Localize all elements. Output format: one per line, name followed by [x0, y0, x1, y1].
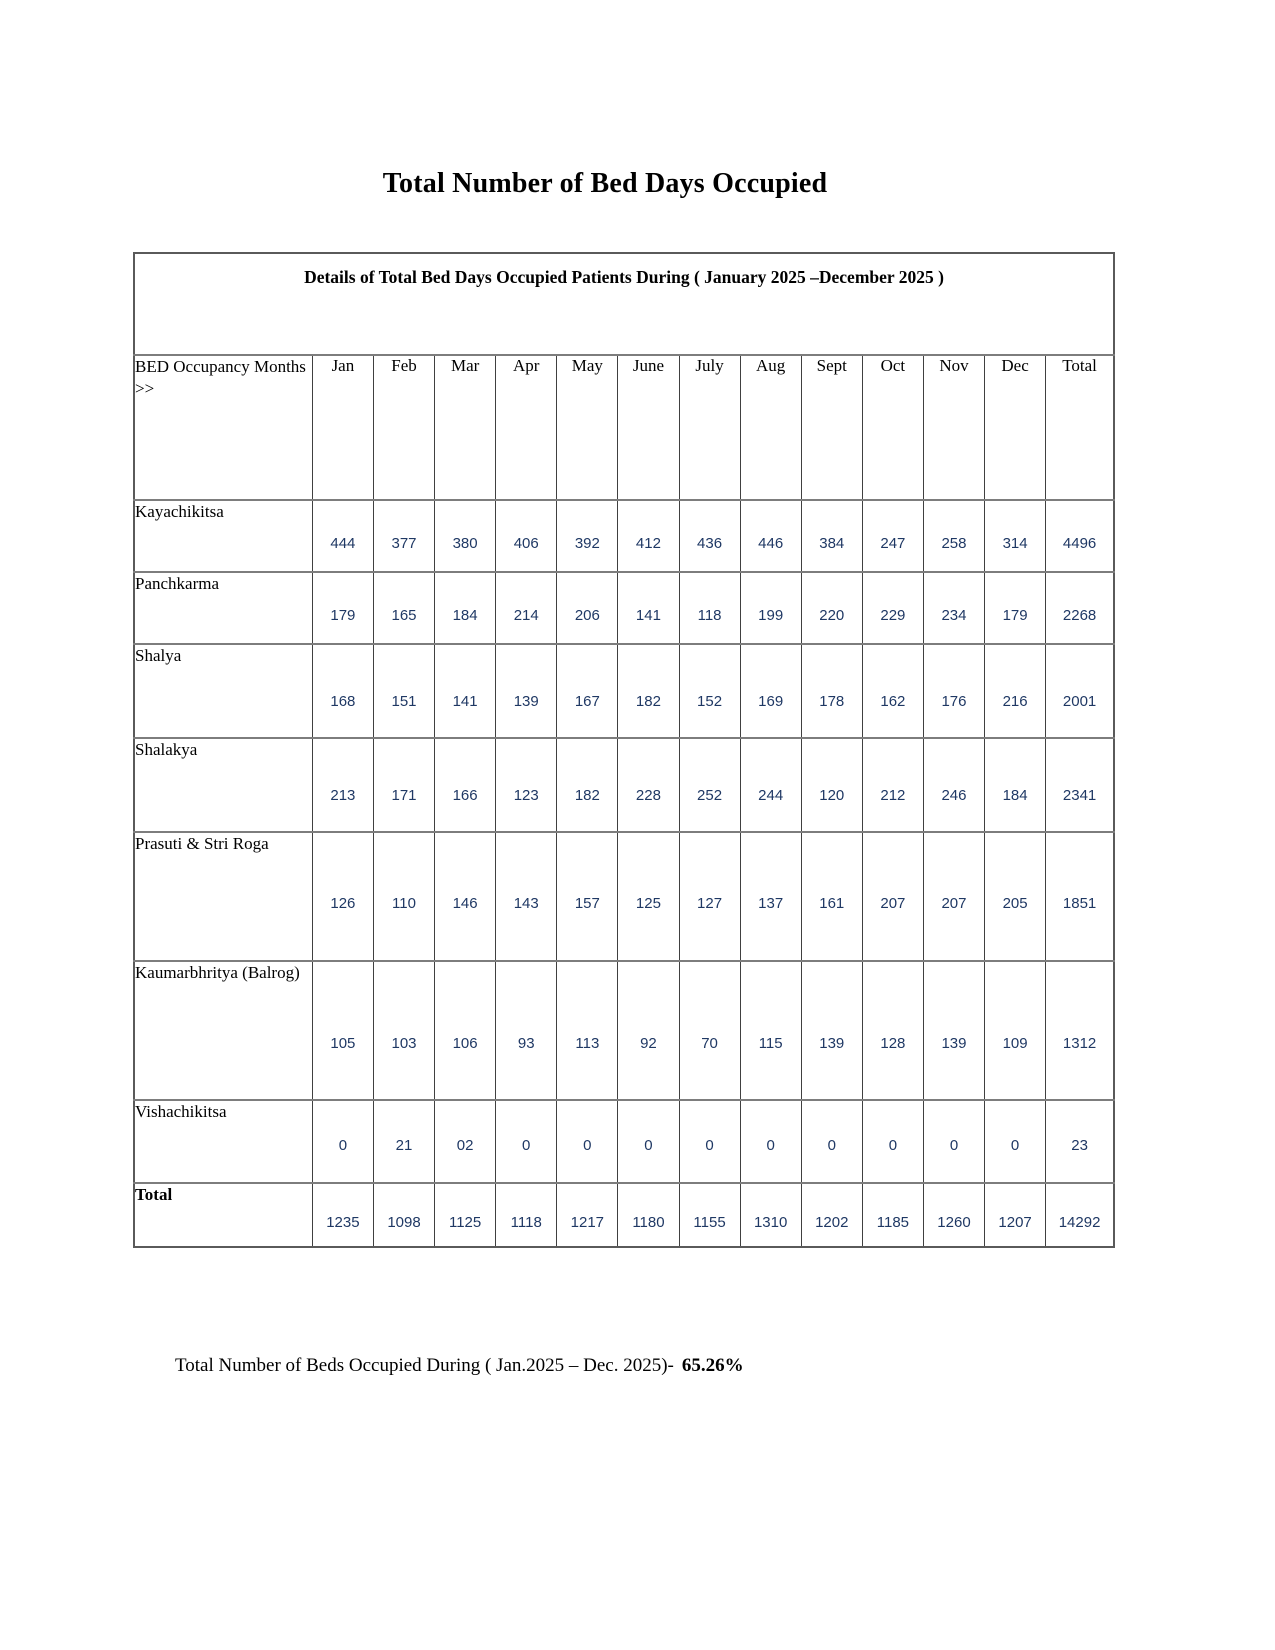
cell-prasuti-sept: 161 — [801, 832, 862, 961]
header-row-label: BED Occupancy Months >> — [134, 355, 312, 500]
table-row — [134, 738, 1114, 832]
cell-kayachikitsa-nov: 258 — [923, 500, 984, 572]
cell-kayachikitsa-sept: 384 — [801, 500, 862, 572]
cell-kayachikitsa-feb: 377 — [373, 500, 434, 572]
cell-panchkarma-feb: 165 — [373, 572, 434, 644]
cell-shalakya-mar: 166 — [435, 738, 496, 832]
cell-vishachikitsa-june: 0 — [618, 1100, 679, 1183]
table-row — [134, 572, 1114, 644]
cell-kaumarbhritya-oct: 128 — [862, 961, 923, 1100]
table-row — [134, 644, 1114, 738]
cell-shalya-oct: 162 — [862, 644, 923, 738]
cell-shalya-june: 182 — [618, 644, 679, 738]
cell-vishachikitsa-oct: 0 — [862, 1100, 923, 1183]
cell-vishachikitsa-dec: 0 — [985, 1100, 1046, 1183]
bed-days-table-container — [133, 252, 1115, 1248]
cell-shalya-apr: 139 — [496, 644, 557, 738]
cell-panchkarma-oct: 229 — [862, 572, 923, 644]
column-header-oct: Oct — [862, 355, 923, 500]
cell-vishachikitsa-nov: 0 — [923, 1100, 984, 1183]
cell-vishachikitsa-aug: 0 — [740, 1100, 801, 1183]
cell-shalakya-jan: 213 — [312, 738, 373, 832]
cell-total-apr: 1118 — [496, 1183, 557, 1247]
cell-vishachikitsa-mar: 02 — [435, 1100, 496, 1183]
cell-kayachikitsa-dec: 314 — [985, 500, 1046, 572]
cell-kayachikitsa-may: 392 — [557, 500, 618, 572]
column-header-nov: Nov — [923, 355, 984, 500]
cell-prasuti-june: 125 — [618, 832, 679, 961]
cell-shalya-july: 152 — [679, 644, 740, 738]
cell-shalakya-feb: 171 — [373, 738, 434, 832]
cell-kayachikitsa-july: 436 — [679, 500, 740, 572]
cell-panchkarma-nov: 234 — [923, 572, 984, 644]
table-row — [134, 961, 1114, 1100]
cell-shalakya-aug: 244 — [740, 738, 801, 832]
cell-kaumarbhritya-total: 1312 — [1046, 961, 1114, 1100]
cell-prasuti-aug: 137 — [740, 832, 801, 961]
cell-kaumarbhritya-mar: 106 — [435, 961, 496, 1100]
row-label-prasuti-stri-roga: Prasuti & Stri Roga — [134, 832, 312, 961]
cell-kayachikitsa-apr: 406 — [496, 500, 557, 572]
table-caption-cell — [134, 253, 1114, 355]
cell-panchkarma-aug: 199 — [740, 572, 801, 644]
row-label-vishachikitsa: Vishachikitsa — [134, 1100, 312, 1183]
cell-prasuti-july: 127 — [679, 832, 740, 961]
cell-panchkarma-jan: 179 — [312, 572, 373, 644]
cell-kayachikitsa-mar: 380 — [435, 500, 496, 572]
cell-kaumarbhritya-apr: 93 — [496, 961, 557, 1100]
cell-shalakya-june: 228 — [618, 738, 679, 832]
cell-kaumarbhritya-jan: 105 — [312, 961, 373, 1100]
table-caption-row — [134, 253, 1114, 355]
cell-prasuti-jan: 126 — [312, 832, 373, 961]
cell-panchkarma-may: 206 — [557, 572, 618, 644]
row-label-total: Total — [134, 1183, 312, 1247]
cell-shalakya-july: 252 — [679, 738, 740, 832]
column-header-aug: Aug — [740, 355, 801, 500]
cell-panchkarma-dec: 179 — [985, 572, 1046, 644]
cell-prasuti-total: 1851 — [1046, 832, 1114, 961]
column-header-sept: Sept — [801, 355, 862, 500]
table-header-row — [134, 355, 1114, 500]
cell-kaumarbhritya-dec: 109 — [985, 961, 1046, 1100]
occupancy-summary-label: Total Number of Beds Occupied During ( Jan.2025 – Dec. 2025)- — [175, 1355, 674, 1376]
occupancy-summary — [175, 1355, 744, 1377]
cell-shalya-feb: 151 — [373, 644, 434, 738]
cell-total-mar: 1125 — [435, 1183, 496, 1247]
cell-kaumarbhritya-may: 113 — [557, 961, 618, 1100]
cell-shalya-mar: 141 — [435, 644, 496, 738]
cell-shalya-may: 167 — [557, 644, 618, 738]
column-header-may: May — [557, 355, 618, 500]
cell-shalakya-may: 182 — [557, 738, 618, 832]
cell-total-may: 1217 — [557, 1183, 618, 1247]
cell-prasuti-oct: 207 — [862, 832, 923, 961]
cell-shalakya-apr: 123 — [496, 738, 557, 832]
cell-shalya-total: 2001 — [1046, 644, 1114, 738]
cell-shalakya-nov: 246 — [923, 738, 984, 832]
table-caption-text: Details of Total Bed Days Occupied Patients During ( January 2025 –December 2025 ) — [304, 267, 944, 287]
table-row — [134, 500, 1114, 572]
cell-total-july: 1155 — [679, 1183, 740, 1247]
cell-kaumarbhritya-nov: 139 — [923, 961, 984, 1100]
cell-panchkarma-june: 141 — [618, 572, 679, 644]
cell-shalakya-dec: 184 — [985, 738, 1046, 832]
bed-days-table — [133, 252, 1115, 1248]
cell-panchkarma-mar: 184 — [435, 572, 496, 644]
cell-kaumarbhritya-july: 70 — [679, 961, 740, 1100]
cell-shalya-nov: 176 — [923, 644, 984, 738]
cell-total-sept: 1202 — [801, 1183, 862, 1247]
cell-total-oct: 1185 — [862, 1183, 923, 1247]
cell-prasuti-dec: 205 — [985, 832, 1046, 961]
cell-vishachikitsa-sept: 0 — [801, 1100, 862, 1183]
cell-kaumarbhritya-feb: 103 — [373, 961, 434, 1100]
cell-total-feb: 1098 — [373, 1183, 434, 1247]
column-header-july: July — [679, 355, 740, 500]
column-header-mar: Mar — [435, 355, 496, 500]
occupancy-percent-value: 65.26% — [681, 1355, 744, 1376]
cell-kaumarbhritya-june: 92 — [618, 961, 679, 1100]
cell-shalya-dec: 216 — [985, 644, 1046, 738]
cell-prasuti-nov: 207 — [923, 832, 984, 961]
cell-panchkarma-sept: 220 — [801, 572, 862, 644]
table-total-row — [134, 1183, 1114, 1247]
cell-vishachikitsa-may: 0 — [557, 1100, 618, 1183]
column-header-total: Total — [1046, 355, 1114, 500]
row-label-shalakya: Shalakya — [134, 738, 312, 832]
cell-shalya-aug: 169 — [740, 644, 801, 738]
cell-prasuti-mar: 146 — [435, 832, 496, 961]
cell-shalakya-sept: 120 — [801, 738, 862, 832]
page-title: Total Number of Bed Days Occupied — [382, 168, 828, 199]
cell-grand-total: 14292 — [1046, 1183, 1114, 1247]
cell-total-june: 1180 — [618, 1183, 679, 1247]
cell-total-dec: 1207 — [985, 1183, 1046, 1247]
cell-kaumarbhritya-sept: 139 — [801, 961, 862, 1100]
row-label-kaumarbhritya: Kaumarbhritya (Balrog) — [134, 961, 312, 1100]
table-row — [134, 832, 1114, 961]
cell-total-jan: 1235 — [312, 1183, 373, 1247]
cell-panchkarma-july: 118 — [679, 572, 740, 644]
column-header-jan: Jan — [312, 355, 373, 500]
cell-vishachikitsa-jan: 0 — [312, 1100, 373, 1183]
row-label-kayachikitsa: Kayachikitsa — [134, 500, 312, 572]
cell-vishachikitsa-feb: 21 — [373, 1100, 434, 1183]
column-header-feb: Feb — [373, 355, 434, 500]
cell-prasuti-apr: 143 — [496, 832, 557, 961]
cell-panchkarma-apr: 214 — [496, 572, 557, 644]
cell-shalya-sept: 178 — [801, 644, 862, 738]
column-header-apr: Apr — [496, 355, 557, 500]
row-label-panchkarma: Panchkarma — [134, 572, 312, 644]
cell-kayachikitsa-total: 4496 — [1046, 500, 1114, 572]
row-label-shalya: Shalya — [134, 644, 312, 738]
cell-kayachikitsa-aug: 446 — [740, 500, 801, 572]
cell-shalakya-total: 2341 — [1046, 738, 1114, 832]
cell-vishachikitsa-july: 0 — [679, 1100, 740, 1183]
cell-shalya-jan: 168 — [312, 644, 373, 738]
column-header-june: June — [618, 355, 679, 500]
cell-vishachikitsa-total: 23 — [1046, 1100, 1114, 1183]
cell-kayachikitsa-june: 412 — [618, 500, 679, 572]
cell-shalakya-oct: 212 — [862, 738, 923, 832]
cell-total-nov: 1260 — [923, 1183, 984, 1247]
cell-panchkarma-total: 2268 — [1046, 572, 1114, 644]
cell-prasuti-feb: 110 — [373, 832, 434, 961]
column-header-dec: Dec — [985, 355, 1046, 500]
cell-kayachikitsa-oct: 247 — [862, 500, 923, 572]
table-body — [134, 253, 1114, 1247]
table-row — [134, 1100, 1114, 1183]
cell-vishachikitsa-apr: 0 — [496, 1100, 557, 1183]
cell-prasuti-may: 157 — [557, 832, 618, 961]
cell-kayachikitsa-jan: 444 — [312, 500, 373, 572]
cell-kaumarbhritya-aug: 115 — [740, 961, 801, 1100]
cell-total-aug: 1310 — [740, 1183, 801, 1247]
